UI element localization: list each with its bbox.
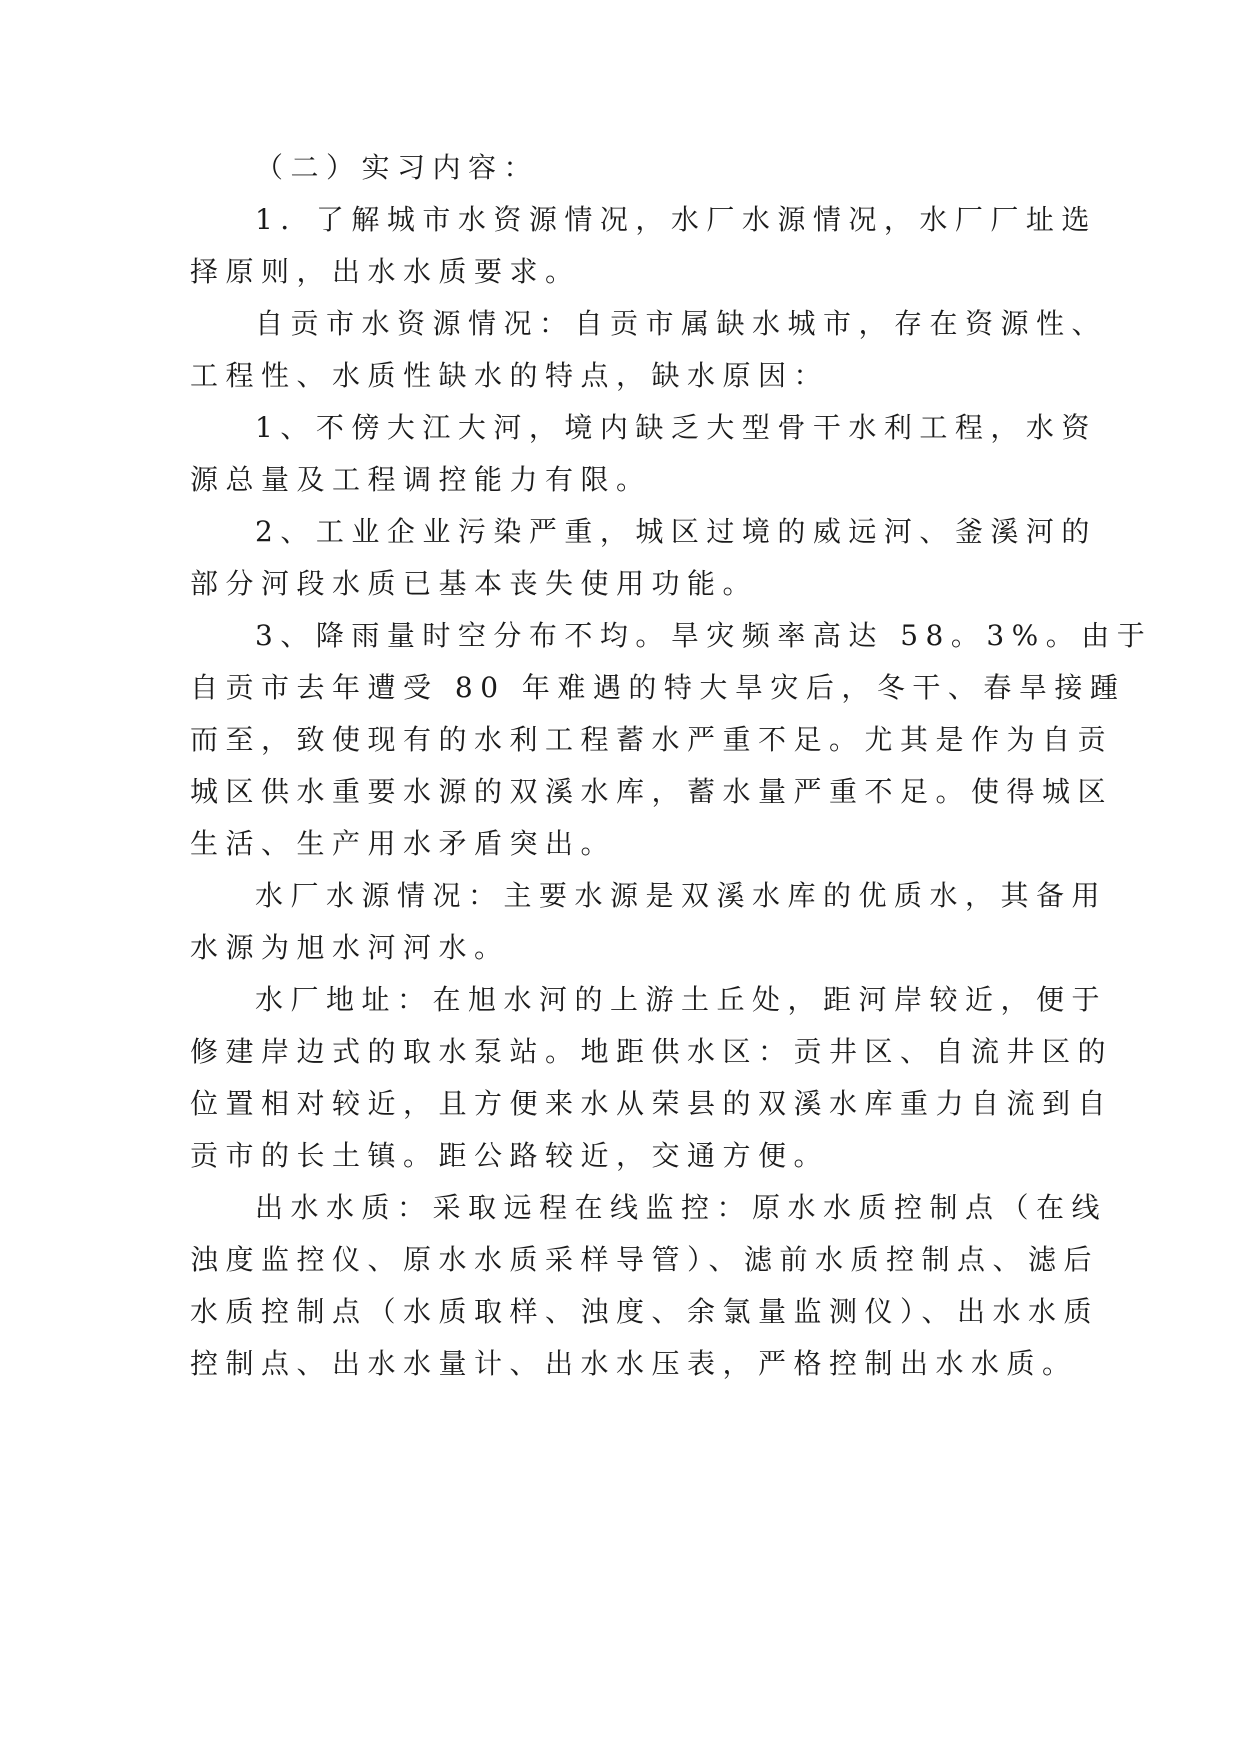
paragraph-line: 工程性、水质性缺水的特点，缺水原因： bbox=[190, 359, 830, 392]
paragraph-line: 自贡市去年遭受 80 年难遇的特大旱灾后，冬干、春旱接踵 bbox=[190, 671, 1126, 704]
paragraph-line: 控制点、出水水量计、出水水压表，严格控制出水水质。 bbox=[190, 1347, 1078, 1380]
paragraph-line: 1．了解城市水资源情况，水厂水源情况，水厂厂址选 bbox=[255, 203, 1097, 236]
paragraph-line: 城区供水重要水源的双溪水库，蓄水量严重不足。使得城区 bbox=[190, 775, 1114, 808]
paragraph-line: 水厂水源情况：主要水源是双溪水库的优质水，其备用 bbox=[255, 879, 1108, 912]
paragraph-line: 水源为旭水河河水。 bbox=[190, 931, 510, 964]
paragraph-line: 出水水质：采取远程在线监控：原水水质控制点（在线 bbox=[255, 1191, 1108, 1224]
paragraph-line: 自贡市水资源情况：自贡市属缺水城市，存在资源性、 bbox=[255, 307, 1108, 340]
paragraph-line: 修建岸边式的取水泵站。地距供水区：贡井区、自流井区的 bbox=[190, 1035, 1114, 1068]
paragraph-line: 浊度监控仪、原水水质采样导管）、滤前水质控制点、滤后 bbox=[190, 1243, 1100, 1276]
paragraph-line: 水质控制点（水质取样、浊度、余氯量监测仪）、出水水质 bbox=[190, 1295, 1100, 1328]
paragraph-line: 1、不傍大江大河，境内缺乏大型骨干水利工程，水资 bbox=[255, 411, 1097, 444]
paragraph-line: 源总量及工程调控能力有限。 bbox=[190, 463, 652, 496]
paragraph-line: 部分河段水质已基本丧失使用功能。 bbox=[190, 567, 759, 600]
paragraph-line: 水厂地址：在旭水河的上游土丘处，距河岸较近，便于 bbox=[255, 983, 1108, 1016]
paragraph-line: 而至，致使现有的水利工程蓄水严重不足。尤其是作为自贡 bbox=[190, 723, 1114, 756]
section-heading: （二）实习内容： bbox=[255, 151, 540, 184]
paragraph-line: 贡市的长土镇。距公路较近，交通方便。 bbox=[190, 1139, 830, 1172]
paragraph-line: 择原则，出水水质要求。 bbox=[190, 255, 581, 288]
paragraph-line: 3、降雨量时空分布不均。旱灾频率高达 58。3%。由于 bbox=[255, 619, 1153, 652]
paragraph-line: 生活、生产用水矛盾突出。 bbox=[190, 827, 617, 860]
paragraph-line: 2、工业企业污染严重，城区过境的威远河、釜溪河的 bbox=[255, 515, 1097, 548]
paragraph-line: 位置相对较近，且方便来水从荣县的双溪水库重力自流到自 bbox=[190, 1087, 1114, 1120]
